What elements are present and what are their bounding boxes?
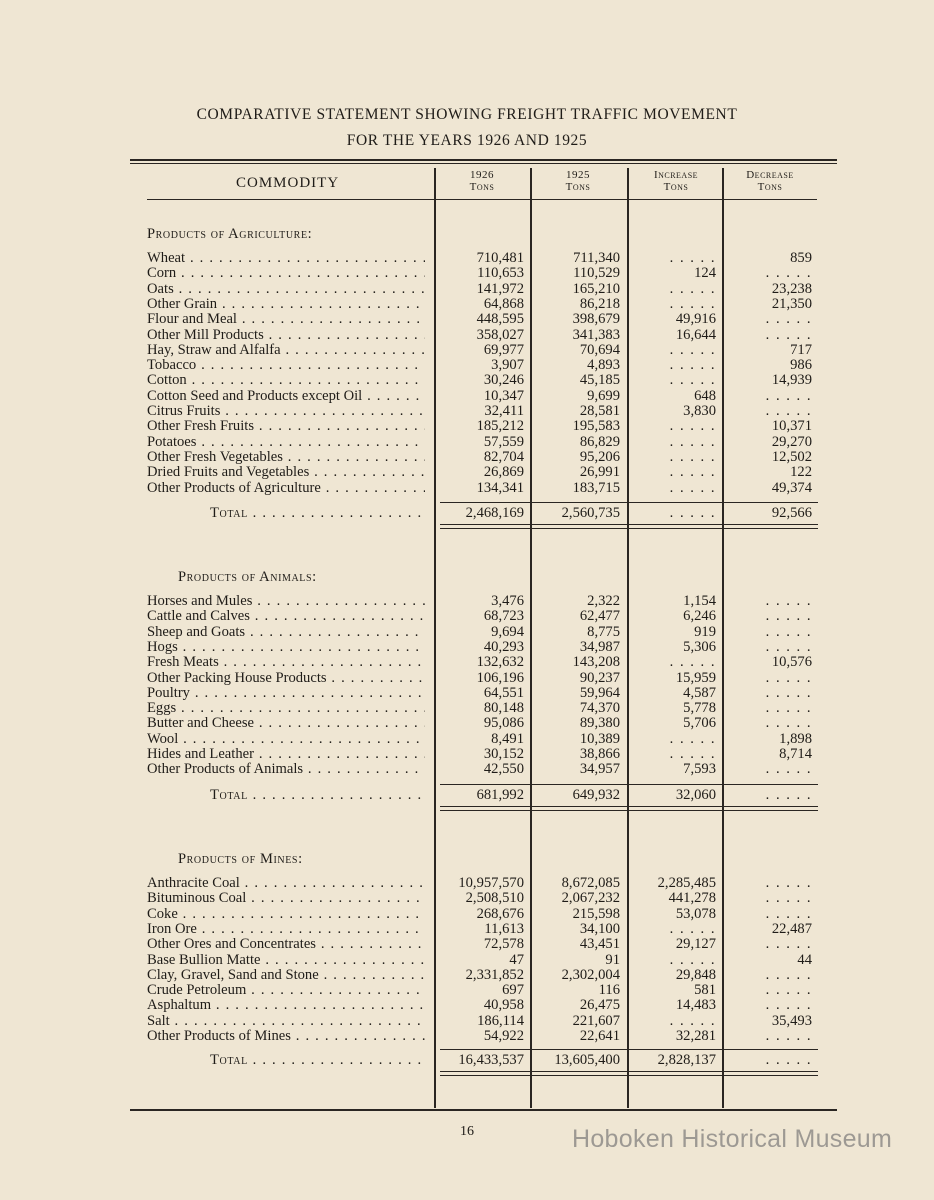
value-decrease: 22,487	[771, 920, 812, 937]
table-row	[0, 450, 934, 465]
value-increase: . . . . .	[669, 295, 716, 312]
value-1926: 68,723	[483, 608, 524, 625]
value-decrease: . . . . .	[765, 593, 812, 609]
value-decrease: . . . . .	[765, 608, 812, 625]
table-row	[0, 1029, 934, 1044]
commodity-name: Other Fresh Fruits . . .	[147, 419, 425, 434]
value-1926: 186,114	[477, 1012, 524, 1029]
commodity-name: Corn . . .	[147, 266, 425, 281]
value-increase: 581	[694, 982, 716, 999]
commodity-header: COMMODITY	[236, 175, 340, 191]
commodity-name: Potatoes . . .	[147, 435, 425, 450]
value-1925: 4,893	[587, 357, 620, 374]
value-1926: 710,481	[476, 250, 524, 266]
value-1926: 132,632	[476, 654, 524, 671]
table-row	[0, 876, 934, 891]
value-1925: 28,581	[579, 403, 620, 419]
value-increase: . . . . .	[669, 746, 716, 762]
top-rule	[130, 159, 837, 161]
value-increase: 2,285,485	[657, 875, 716, 891]
commodity-name: Iron Ore . . .	[147, 922, 425, 937]
table-row	[0, 922, 934, 937]
value-increase: . . . . .	[669, 951, 716, 968]
commodity-name: Fresh Meats . . .	[147, 655, 425, 670]
col-header-1925-unit: Tons	[565, 181, 591, 193]
commodity-name: Sheep and Goats . . .	[147, 625, 425, 640]
table-row	[0, 953, 934, 968]
value-1926: 3,907	[491, 357, 524, 374]
commodity-name: Eggs . . .	[147, 701, 425, 716]
total-1926: 681,992	[476, 787, 524, 803]
value-increase: 3,830	[683, 403, 716, 419]
value-decrease: . . . . .	[765, 638, 812, 655]
table-row	[0, 732, 934, 747]
title-line-1: COMPARATIVE STATEMENT SHOWING FREIGHT TRAFFIC MOVEMENT	[196, 106, 738, 123]
value-1925: 221,607	[572, 1012, 620, 1029]
commodity-name: Other Ores and Concentrates . . .	[147, 937, 425, 952]
value-increase: . . . . .	[669, 1012, 716, 1029]
value-1926: 9,694	[491, 623, 524, 640]
header-rule	[147, 199, 817, 200]
value-1926: 8,491	[491, 730, 524, 747]
value-decrease: 29,270	[771, 433, 812, 450]
value-increase: 14,483	[675, 997, 716, 1014]
value-increase: . . . . .	[669, 654, 716, 671]
value-1925: 8,672,085	[561, 875, 620, 891]
table-row	[0, 282, 934, 297]
col-header-1926	[440, 169, 524, 193]
value-1925: 91	[605, 951, 620, 968]
value-increase: 15,959	[675, 669, 716, 686]
value-decrease: . . . . .	[765, 890, 812, 907]
table-row	[0, 297, 934, 312]
col-header-increase-label: Increase	[653, 169, 699, 181]
value-decrease: 23,238	[771, 280, 812, 297]
value-1926: 358,027	[476, 326, 524, 343]
value-1926: 185,212	[476, 418, 524, 435]
value-increase: . . . . .	[669, 479, 716, 496]
value-1926: 30,152	[483, 746, 524, 762]
col-header-1926-unit: Tons	[469, 181, 495, 193]
value-decrease: . . . . .	[765, 997, 812, 1014]
value-1925: 34,987	[579, 638, 620, 655]
value-increase: 6,246	[683, 608, 716, 625]
value-1925: 26,991	[579, 464, 620, 481]
value-1925: 2,302,004	[561, 966, 620, 983]
value-decrease: 35,493	[771, 1012, 812, 1029]
total-rule	[440, 1049, 818, 1050]
value-increase: . . . . .	[669, 418, 716, 435]
table-row	[0, 625, 934, 640]
commodity-name: Other Products of Agriculture . . .	[147, 481, 425, 496]
col-header-decrease-unit: Tons	[757, 181, 783, 193]
value-1925: 43,451	[579, 936, 620, 953]
value-1925: 22,641	[579, 1028, 620, 1044]
commodity-name: Butter and Cheese . . .	[147, 716, 425, 731]
value-1926: 134,341	[476, 479, 524, 496]
value-increase: . . . . .	[669, 280, 716, 297]
value-increase: 29,127	[675, 936, 716, 953]
value-1926: 40,293	[483, 638, 524, 655]
table-row	[0, 1014, 934, 1029]
value-decrease: 1,898	[779, 730, 812, 747]
value-increase: 1,154	[683, 593, 716, 609]
value-increase: . . . . .	[669, 433, 716, 450]
value-increase: 49,916	[675, 311, 716, 328]
value-1926: 141,972	[476, 280, 524, 297]
value-1926: 54,922	[483, 1028, 524, 1044]
value-decrease: . . . . .	[765, 905, 812, 922]
table-row	[0, 312, 934, 327]
value-1926: 32,411	[484, 403, 524, 419]
table-row	[0, 983, 934, 998]
value-increase: 16,644	[675, 326, 716, 343]
value-1925: 143,208	[572, 654, 620, 671]
value-decrease: 717	[790, 341, 812, 358]
total-increase: 32,060	[675, 787, 716, 803]
value-decrease: . . . . .	[765, 669, 812, 686]
value-decrease: 986	[790, 357, 812, 374]
commodity-name: Hogs . . .	[147, 640, 425, 655]
commodity-name: Dried Fruits and Vegetables . . .	[147, 465, 425, 480]
col-header-increase-unit: Tons	[663, 181, 689, 193]
value-1925: 2,322	[587, 593, 620, 609]
value-increase: 53,078	[675, 905, 716, 922]
value-increase: . . . . .	[669, 372, 716, 389]
value-1926: 697	[502, 982, 524, 999]
table-row	[0, 609, 934, 624]
total-1926: 16,433,537	[458, 1052, 524, 1068]
value-1926: 64,868	[483, 295, 524, 312]
value-1926: 82,704	[483, 448, 524, 465]
value-decrease: 859	[790, 250, 812, 266]
table-row	[0, 937, 934, 952]
value-decrease: . . . . .	[765, 875, 812, 891]
value-increase: 648	[694, 387, 716, 404]
commodity-name: Anthracite Coal . . .	[147, 876, 425, 891]
table-row	[0, 762, 934, 777]
total-rule	[440, 524, 818, 525]
value-1925: 95,206	[579, 448, 620, 465]
commodity-name: Other Packing House Products . . .	[147, 671, 425, 686]
commodity-name: Wool . . .	[147, 732, 425, 747]
value-1925: 10,389	[579, 730, 620, 747]
value-increase: 919	[694, 623, 716, 640]
total-decrease: . . . . .	[765, 787, 812, 803]
table-row	[0, 671, 934, 686]
commodity-name: Base Bullion Matte . . .	[147, 953, 425, 968]
commodity-name: Horses and Mules . . .	[147, 594, 425, 609]
value-1925: 9,699	[587, 387, 620, 404]
total-rule	[440, 806, 818, 807]
commodity-name: Poultry . . .	[147, 686, 425, 701]
total-label: Total . . .	[210, 505, 425, 522]
value-1926: 2,508,510	[465, 890, 524, 907]
section-title-mines: Products of Mines:	[178, 851, 303, 867]
value-1925: 62,477	[579, 608, 620, 625]
total-label: Total . . .	[210, 787, 425, 804]
total-increase: . . . . .	[669, 505, 716, 521]
value-1926: 2,331,852	[465, 966, 524, 983]
commodity-name: Tobacco . . .	[147, 358, 425, 373]
commodity-name: Oats . . .	[147, 282, 425, 297]
value-decrease: . . . . .	[765, 623, 812, 640]
table-row	[0, 747, 934, 762]
value-1925: 34,100	[579, 920, 620, 937]
value-1925: 74,370	[579, 700, 620, 717]
col-header-decrease	[726, 169, 814, 193]
value-increase: . . . . .	[669, 250, 716, 266]
commodity-name: Cotton Seed and Products except Oil . . .	[147, 389, 425, 404]
total-rule	[440, 528, 818, 529]
value-decrease: . . . . .	[765, 684, 812, 701]
value-increase: 5,706	[683, 715, 716, 732]
value-1926: 95,086	[483, 715, 524, 732]
value-decrease: . . . . .	[765, 265, 812, 282]
value-increase: 5,306	[683, 638, 716, 655]
value-1925: 195,583	[572, 418, 620, 435]
value-decrease: . . . . .	[765, 936, 812, 953]
table-row	[0, 701, 934, 716]
value-1925: 89,380	[579, 715, 620, 732]
value-1926: 57,559	[483, 433, 524, 450]
total-rule	[440, 810, 818, 811]
value-1926: 30,246	[483, 372, 524, 389]
commodity-name: Other Products of Mines . . .	[147, 1029, 425, 1044]
commodity-name: Cattle and Calves . . .	[147, 609, 425, 624]
table-row	[0, 373, 934, 388]
table-row	[0, 343, 934, 358]
commodity-name: Crude Petroleum . . .	[147, 983, 425, 998]
value-1925: 38,866	[579, 746, 620, 762]
value-1926: 11,613	[484, 920, 524, 937]
value-decrease: . . . . .	[765, 326, 812, 343]
col-header-decrease-label: Decrease	[746, 169, 794, 181]
table-row	[0, 328, 934, 343]
table-row	[0, 419, 934, 434]
value-1925: 34,957	[579, 761, 620, 778]
value-decrease: . . . . .	[765, 403, 812, 419]
commodity-name: Hides and Leather . . .	[147, 747, 425, 762]
col-header-1925	[536, 169, 620, 193]
total-increase: 2,828,137	[657, 1052, 716, 1068]
value-decrease: 21,350	[771, 295, 812, 312]
table-row	[0, 655, 934, 670]
value-1926: 10,347	[483, 387, 524, 404]
value-increase: . . . . .	[669, 341, 716, 358]
value-decrease: 44	[797, 951, 812, 968]
total-rule	[440, 1071, 818, 1072]
watermark: Hoboken Historical Museum	[572, 1125, 893, 1153]
value-1925: 398,679	[572, 311, 620, 328]
commodity-name: Other Grain . . .	[147, 297, 425, 312]
commodity-name: Salt . . .	[147, 1014, 425, 1029]
value-1925: 45,185	[579, 372, 620, 389]
col-header-increase	[630, 169, 722, 193]
table-row	[0, 404, 934, 419]
table-row	[0, 358, 934, 373]
table-row	[0, 251, 934, 266]
value-1925: 215,598	[572, 905, 620, 922]
value-decrease: 49,374	[771, 479, 812, 496]
table-row	[0, 266, 934, 281]
value-decrease: . . . . .	[765, 700, 812, 717]
value-1926: 42,550	[483, 761, 524, 778]
total-rule	[440, 1075, 818, 1076]
value-1926: 110,653	[477, 265, 524, 282]
value-increase: . . . . .	[669, 448, 716, 465]
commodity-name: Cotton . . .	[147, 373, 425, 388]
value-1925: 711,340	[573, 250, 620, 266]
total-decrease: . . . . .	[765, 1052, 812, 1068]
total-1925: 13,605,400	[554, 1052, 620, 1068]
commodity-name: Bituminous Coal . . .	[147, 891, 425, 906]
value-increase: 441,278	[668, 890, 716, 907]
table-row	[0, 389, 934, 404]
value-decrease: . . . . .	[765, 387, 812, 404]
value-1925: 183,715	[572, 479, 620, 496]
table-row	[0, 716, 934, 731]
value-increase: 7,593	[683, 761, 716, 778]
value-1926: 69,977	[483, 341, 524, 358]
value-1925: 86,218	[579, 295, 620, 312]
table-row	[0, 594, 934, 609]
total-1925: 649,932	[572, 787, 620, 803]
value-1926: 40,958	[483, 997, 524, 1014]
commodity-name: Asphaltum . . .	[147, 998, 425, 1013]
value-1926: 64,551	[483, 684, 524, 701]
value-increase: . . . . .	[669, 357, 716, 374]
commodity-name: Flour and Meal . . .	[147, 312, 425, 327]
page-number: 16	[460, 1124, 474, 1139]
value-increase: 5,778	[683, 700, 716, 717]
value-1926: 72,578	[483, 936, 524, 953]
value-1925: 341,383	[572, 326, 620, 343]
commodity-name: Hay, Straw and Alfalfa . . .	[147, 343, 425, 358]
value-decrease: . . . . .	[765, 715, 812, 732]
value-decrease: . . . . .	[765, 311, 812, 328]
top-rule-2	[130, 163, 837, 164]
table-row	[0, 465, 934, 480]
col-header-1925-year: 1925	[566, 169, 590, 181]
table-row	[0, 686, 934, 701]
value-1926: 47	[509, 951, 524, 968]
value-1925: 26,475	[579, 997, 620, 1014]
section-title-agriculture: Products of Agriculture:	[147, 226, 313, 242]
value-increase: 124	[694, 265, 716, 282]
total-rule	[440, 502, 818, 503]
total-rule	[440, 784, 818, 785]
value-1926: 3,476	[491, 593, 524, 609]
value-1926: 80,148	[483, 700, 524, 717]
table-row	[0, 481, 934, 496]
value-decrease: 14,939	[771, 372, 812, 389]
value-decrease: 122	[790, 464, 812, 481]
value-1925: 8,775	[587, 623, 620, 640]
col-header-1926-year: 1926	[470, 169, 494, 181]
commodity-name: Other Mill Products . . .	[147, 328, 425, 343]
table-row	[0, 891, 934, 906]
title-line-2: FOR THE YEARS 1926 AND 1925	[346, 132, 588, 149]
value-decrease: . . . . .	[765, 1028, 812, 1044]
table-row	[0, 435, 934, 450]
value-decrease: 12,502	[771, 448, 812, 465]
value-1925: 116	[598, 982, 620, 999]
value-increase: . . . . .	[669, 920, 716, 937]
value-1925: 110,529	[573, 265, 620, 282]
value-1925: 165,210	[572, 280, 620, 297]
value-1925: 90,237	[579, 669, 620, 686]
value-increase: . . . . .	[669, 464, 716, 481]
value-1925: 2,067,232	[561, 890, 620, 907]
value-decrease: . . . . .	[765, 982, 812, 999]
value-decrease: . . . . .	[765, 761, 812, 778]
value-decrease: . . . . .	[765, 966, 812, 983]
value-decrease: 10,371	[771, 418, 812, 435]
value-increase: 29,848	[675, 966, 716, 983]
value-increase: 32,281	[675, 1028, 716, 1044]
total-1926: 2,468,169	[465, 505, 524, 521]
commodity-name: Wheat . . .	[147, 251, 425, 266]
value-1926: 26,869	[483, 464, 524, 481]
table-row	[0, 998, 934, 1013]
value-decrease: 8,714	[779, 746, 812, 762]
value-1925: 70,694	[579, 341, 620, 358]
value-1925: 59,964	[579, 684, 620, 701]
table-row	[0, 968, 934, 983]
table-row	[0, 907, 934, 922]
commodity-name: Clay, Gravel, Sand and Stone . . .	[147, 968, 425, 983]
bottom-rule	[130, 1109, 837, 1111]
table-row	[0, 640, 934, 655]
commodity-name: Other Fresh Vegetables . . .	[147, 450, 425, 465]
value-1926: 448,595	[476, 311, 524, 328]
total-1925: 2,560,735	[561, 505, 620, 521]
value-increase: . . . . .	[669, 730, 716, 747]
total-decrease: 92,566	[771, 505, 812, 521]
section-title-animals: Products of Animals:	[178, 569, 317, 585]
commodity-name: Other Products of Animals . . .	[147, 762, 425, 777]
value-1926: 106,196	[476, 669, 524, 686]
commodity-name: Citrus Fruits . . .	[147, 404, 425, 419]
value-1926: 10,957,570	[458, 875, 524, 891]
value-decrease: 10,576	[771, 654, 812, 671]
value-1926: 268,676	[476, 905, 524, 922]
value-1925: 86,829	[579, 433, 620, 450]
total-label: Total . . .	[210, 1052, 425, 1069]
value-increase: 4,587	[683, 684, 716, 701]
commodity-name: Coke . . .	[147, 907, 425, 922]
